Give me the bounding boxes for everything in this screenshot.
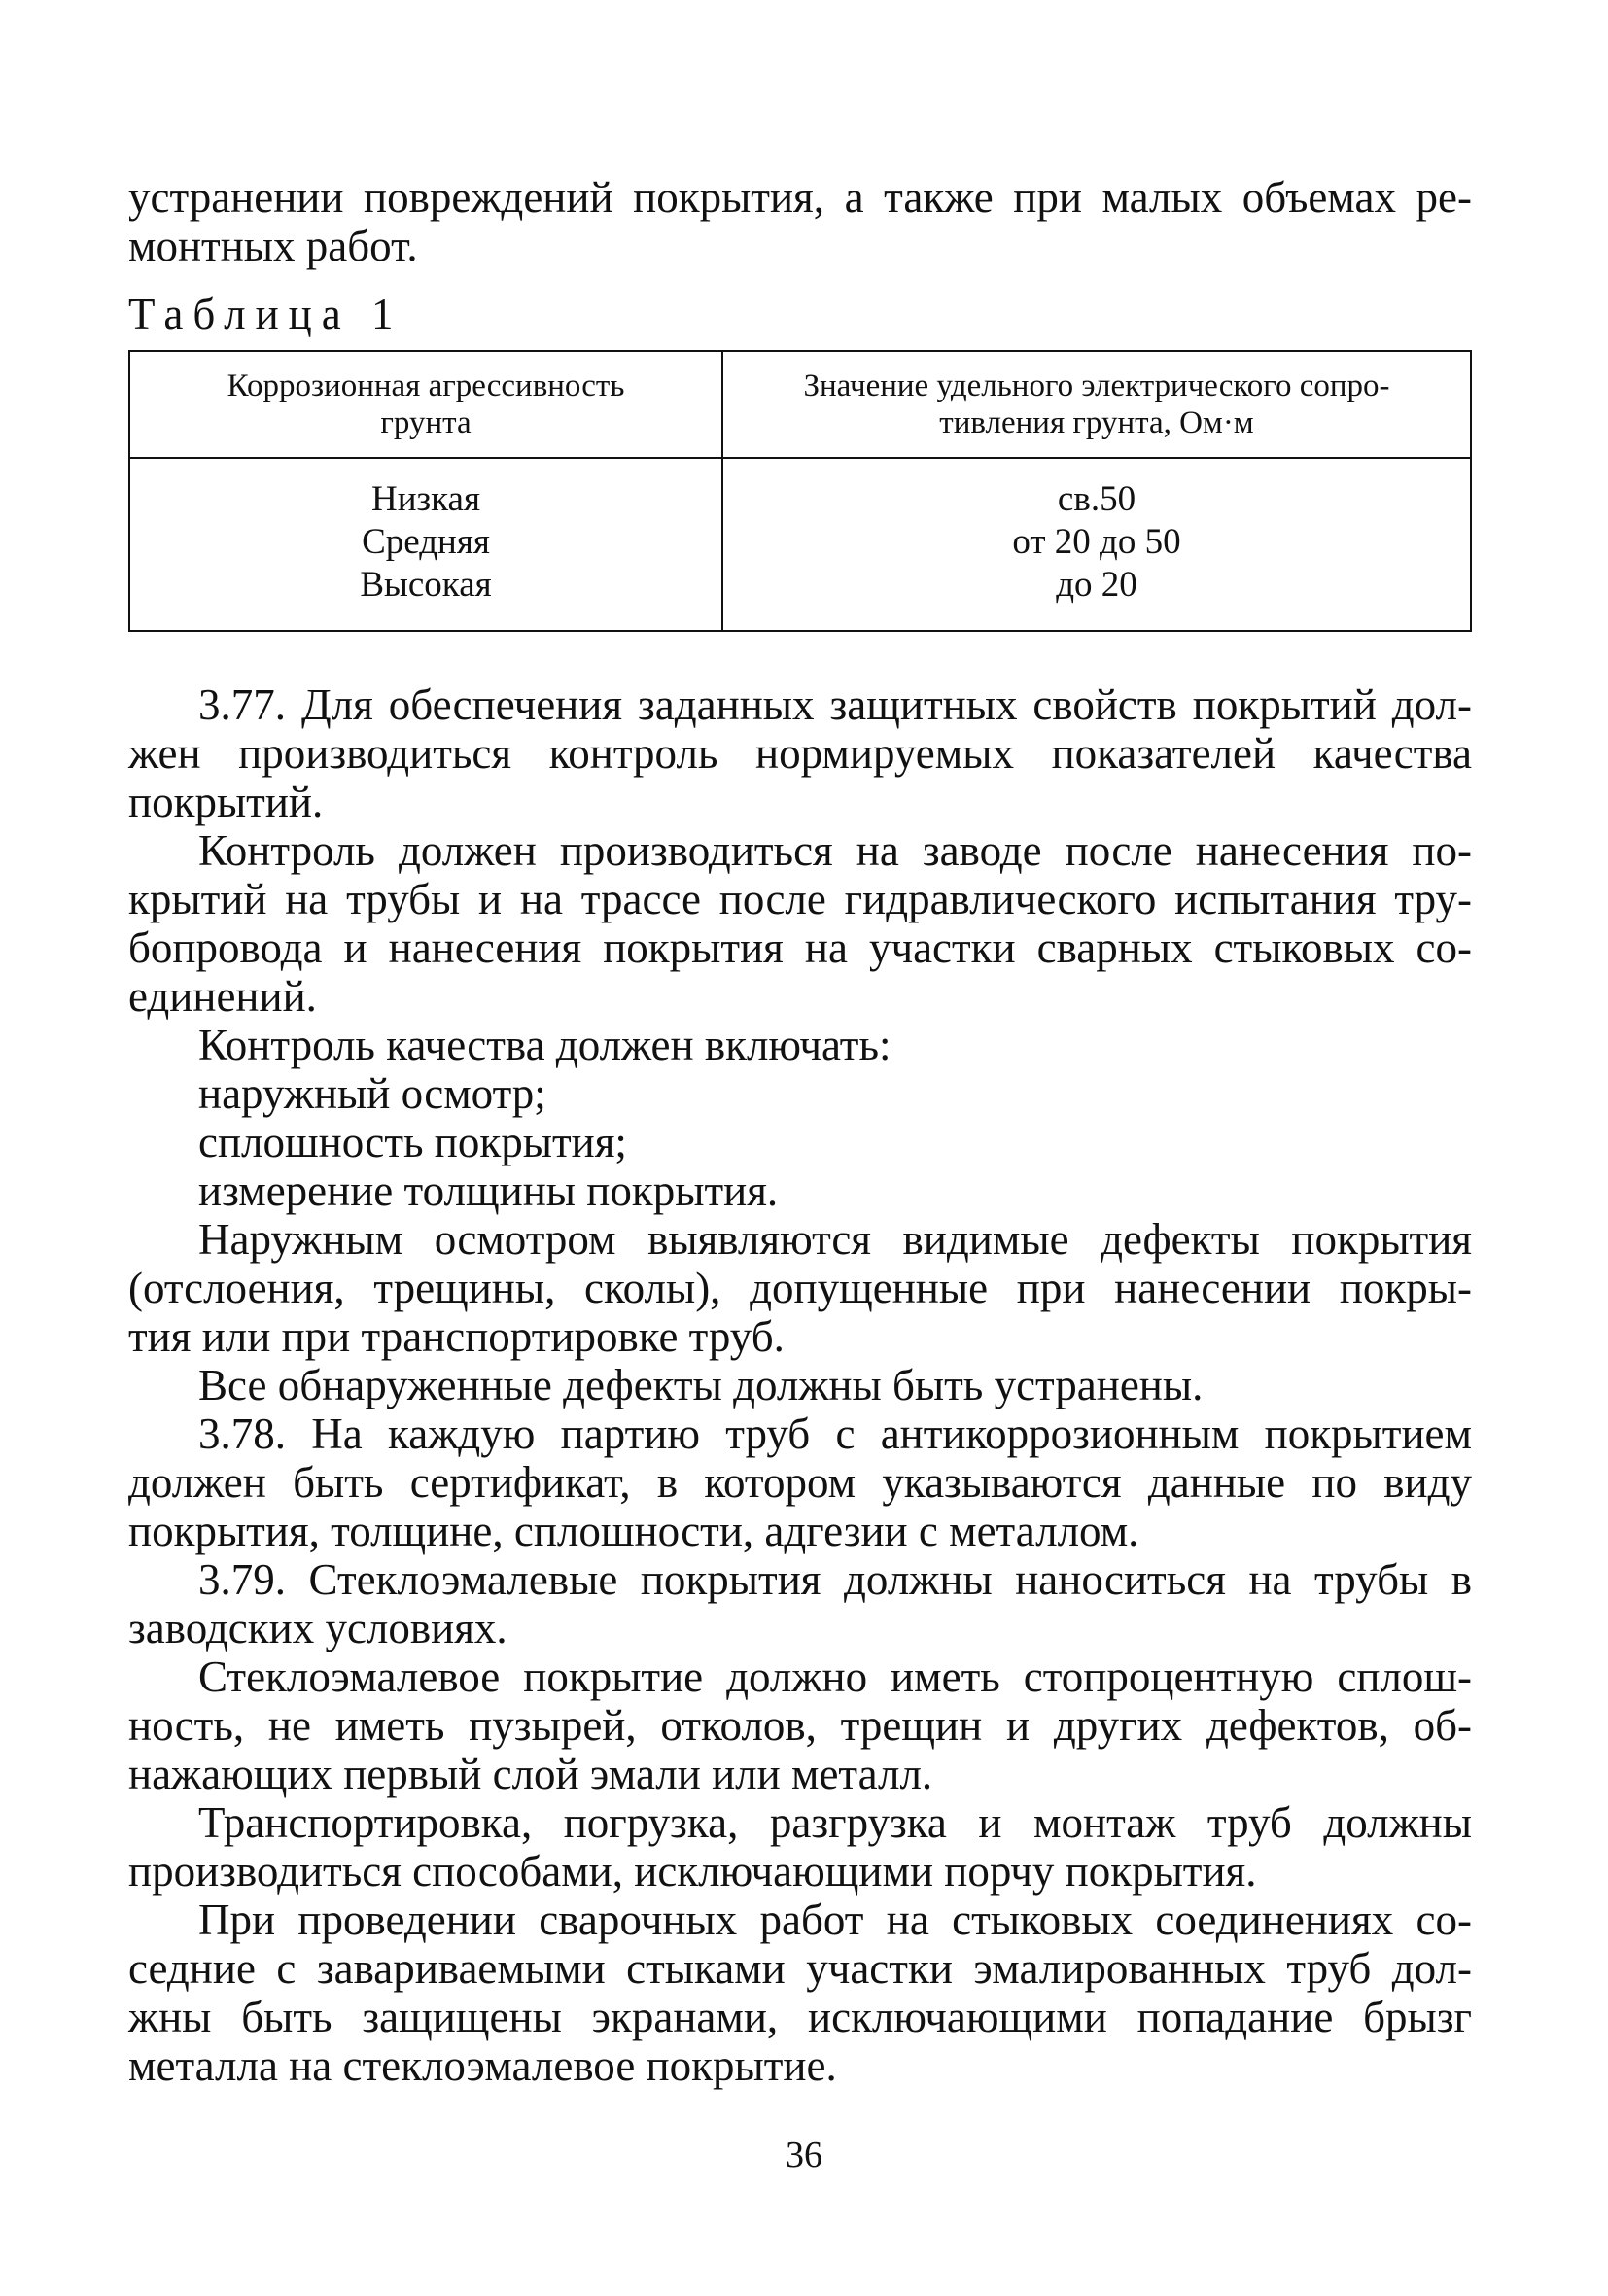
resistivity-table <box>128 350 1472 632</box>
table-header-cell <box>722 351 1471 458</box>
text-line: седние с завариваемыми стыками участки эмалированных труб дол- <box>128 1944 1472 1993</box>
text-line: Контроль качества должен включать: <box>198 1021 891 1069</box>
text-line: металла на стеклоэмалевое покрытие. <box>128 2041 837 2090</box>
header-text: тивления грунта, Ом·м <box>939 405 1254 440</box>
text-line: устранении повреждений покрытия, а также при малых объемах ре- <box>128 173 1472 222</box>
paragraph <box>128 1896 1472 2090</box>
intro-paragraph <box>128 173 1472 270</box>
text-line: заводских условиях. <box>128 1604 507 1652</box>
paragraph <box>128 680 1472 826</box>
page-number: 36 <box>786 2135 822 2175</box>
text-line: сплошность покрытия; <box>198 1118 627 1166</box>
table-cell <box>129 458 722 631</box>
table-header-cell <box>129 351 722 458</box>
paragraph <box>128 1166 1472 1215</box>
table-cell <box>722 458 1471 631</box>
cell-text: Высокая <box>360 565 492 605</box>
text-line: 3.78. На каждую партию труб с антикоррозионным покрытием <box>198 1409 1472 1458</box>
text-line: покрытий. <box>128 778 324 826</box>
text-line: производиться способами, исключающими порчу покрытия. <box>128 1847 1257 1896</box>
paragraph <box>128 1652 1472 1798</box>
text-line: единений. <box>128 972 317 1021</box>
text-line: измерение толщины покрытия. <box>198 1166 779 1215</box>
paragraph <box>128 1021 1472 1069</box>
header-text: Значение удельного электрического сопро- <box>803 368 1390 403</box>
text-line: 3.77. Для обеспечения заданных защитных свойств покрытий дол- <box>198 680 1472 729</box>
paragraph <box>128 1361 1472 1409</box>
paragraph <box>128 1215 1472 1361</box>
paragraph <box>128 1069 1472 1118</box>
text-line: покрытия, толщине, сплошности, адгезии с металлом. <box>128 1507 1139 1555</box>
text-line: ность, не иметь пузырей, отколов, трещин и других дефектов, об- <box>128 1701 1472 1750</box>
body-text <box>128 680 1472 2090</box>
table-caption: Таблица 1 <box>128 290 403 338</box>
text-line: Все обнаруженные дефекты должны быть устранены. <box>198 1361 1204 1409</box>
text-line: жен производиться контроль нормируемых показателей качества <box>128 729 1472 778</box>
cell-text: св.50 <box>1057 479 1136 519</box>
paragraph <box>128 1409 1472 1555</box>
text-line: наружный осмотр; <box>198 1069 546 1118</box>
cell-text: Низкая <box>371 479 480 519</box>
text-line: 3.79. Стеклоэмалевые покрытия должны наноситься на трубы в <box>198 1555 1472 1604</box>
header-text: Коррозионная агрессивность <box>227 368 625 403</box>
text-line: Транспортировка, погрузка, разгрузка и монтаж труб должны <box>198 1798 1472 1847</box>
text-line: крытий на трубы и на трассе после гидравлического испытания тру- <box>128 875 1472 923</box>
text-line: монтных работ. <box>128 222 418 270</box>
paragraph <box>128 1798 1472 1896</box>
text-line: (отслоения, трещины, сколы), допущенные при нанесении покры- <box>128 1264 1472 1312</box>
header-text: грунта <box>380 405 472 440</box>
text-line: бопровода и нанесения покрытия на участки сварных стыковых со- <box>128 923 1472 972</box>
text-line: жны быть защищены экранами, исключающими попадание брызг <box>128 1993 1472 2041</box>
paragraph <box>128 1555 1472 1652</box>
document-page <box>128 173 1472 2090</box>
paragraph <box>128 1118 1472 1166</box>
text-line: При проведении сварочных работ на стыковых соединениях со- <box>198 1896 1472 1944</box>
cell-text: от 20 до 50 <box>1012 522 1181 562</box>
text-line: Контроль должен производиться на заводе после нанесения по- <box>198 826 1472 875</box>
text-line: Наружным осмотром выявляются видимые дефекты покрытия <box>198 1215 1472 1264</box>
text-line: нажающих первый слой эмали или металл. <box>128 1750 933 1798</box>
text-line: должен быть сертификат, в котором указываются данные по виду <box>128 1458 1472 1507</box>
text-line: Стеклоэмалевое покрытие должно иметь стопроцентную сплош- <box>198 1652 1472 1701</box>
table-header-row <box>129 351 1471 458</box>
cell-text: до 20 <box>1056 565 1137 605</box>
text-line: тия или при транспортировке труб. <box>128 1312 785 1361</box>
paragraph <box>128 826 1472 1021</box>
table-row <box>129 458 1471 631</box>
cell-text: Средняя <box>362 522 490 562</box>
